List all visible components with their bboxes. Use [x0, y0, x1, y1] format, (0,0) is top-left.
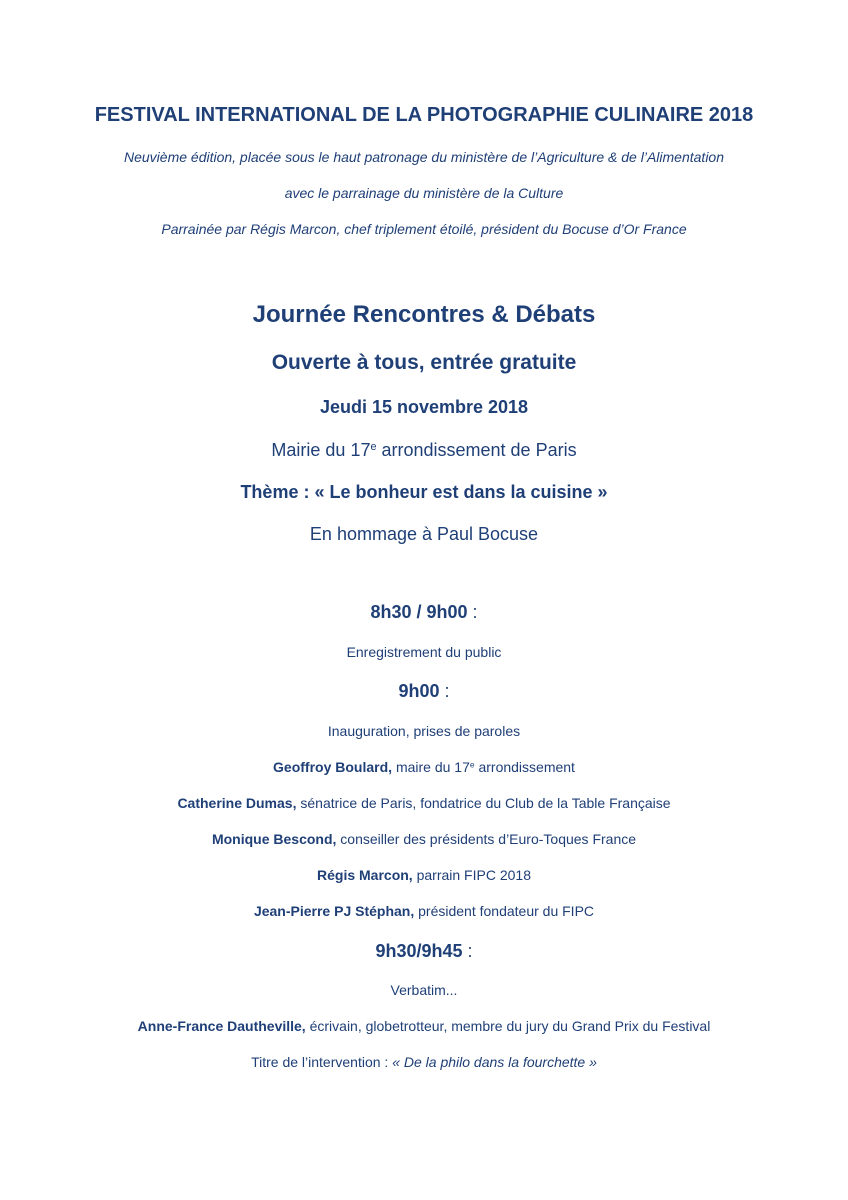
speaker-name: Anne-France Dautheville,: [137, 1018, 306, 1034]
theme-label: Thème : «: [240, 482, 325, 502]
speaker-role: parrain FIPC 2018: [412, 867, 531, 883]
slot-description: Enregistrement du public: [346, 644, 502, 660]
speaker-line: [0, 868, 848, 882]
speaker-name: Monique Bescond,: [211, 831, 337, 847]
speaker-role: président fondateur du FIPC: [414, 903, 595, 919]
event-tribute: En hommage à Paul Bocuse: [309, 524, 539, 544]
speaker-role: maire du 17: [392, 759, 470, 775]
event-subtitle: Ouverte à tous, entrée gratuite: [271, 351, 577, 374]
speaker-name: Jean-Pierre PJ Stéphan,: [253, 903, 415, 919]
speaker-name: Catherine Dumas,: [177, 795, 297, 811]
speaker-name: Geoffroy Boulard,: [273, 759, 393, 775]
speaker-role: écrivain, globetrotteur, membre du jury du Grand Prix du Festival: [305, 1018, 711, 1034]
speaker-line: [0, 760, 848, 774]
event-date: Jeudi 15 novembre 2018: [319, 397, 529, 417]
venue-text-end: arrondissement de Paris: [376, 440, 577, 460]
speaker-role: sénatrice de Paris, fondatrice du Club de la Table Française: [296, 795, 671, 811]
talk-title-line: [0, 1055, 848, 1069]
speaker-line: [0, 904, 848, 918]
slot-time-heading: [0, 942, 848, 960]
speaker-role: conseiller des présidents d’Euro-Toques France: [336, 831, 637, 847]
slot-colon: :: [439, 681, 450, 701]
slot-description: Inauguration, prises de paroles: [327, 723, 521, 739]
slot-time-heading: [0, 603, 848, 621]
venue-text: Mairie du 17: [271, 440, 371, 460]
slot-time: 9h00: [398, 681, 440, 701]
speaker-line: [0, 796, 848, 810]
event-title: Journée Rencontres & Débats: [252, 301, 596, 328]
slot-colon: :: [462, 941, 473, 961]
speaker-role-end: arrondissement: [474, 759, 575, 775]
slot-time: 8h30 / 9h00: [370, 602, 468, 622]
festival-title: FESTIVAL INTERNATIONAL DE LA PHOTOGRAPHIE CULINAIRE 2018: [94, 104, 754, 126]
event-venue: [0, 441, 848, 459]
event-theme: [0, 483, 848, 501]
speaker-line: [0, 832, 848, 846]
godfather-line: Parrainée par Régis Marcon, chef triplement étoilé, président du Bocuse d’Or France: [161, 221, 687, 237]
sponsorship-line: avec le parrainage du ministère de la Culture: [284, 185, 564, 201]
patronage-line: Neuvième édition, placée sous le haut patronage du ministère de l’Agriculture & de l’Alimentation: [123, 149, 724, 165]
slot-time-heading: [0, 682, 848, 700]
role-superscript: e: [469, 759, 475, 770]
speaker-line: [0, 1019, 848, 1033]
slot-colon: :: [467, 602, 478, 622]
venue-superscript: e: [370, 441, 377, 454]
speaker-name: Régis Marcon,: [317, 867, 413, 883]
talk-label: Titre de l’intervention :: [251, 1054, 393, 1070]
theme-text: Le bonheur est dans la cuisine »: [324, 482, 608, 502]
slot-time: 9h30/9h45: [375, 941, 463, 961]
talk-title: « De la philo dans la fourchette »: [392, 1054, 597, 1070]
slot-description: Verbatim...: [390, 982, 458, 998]
